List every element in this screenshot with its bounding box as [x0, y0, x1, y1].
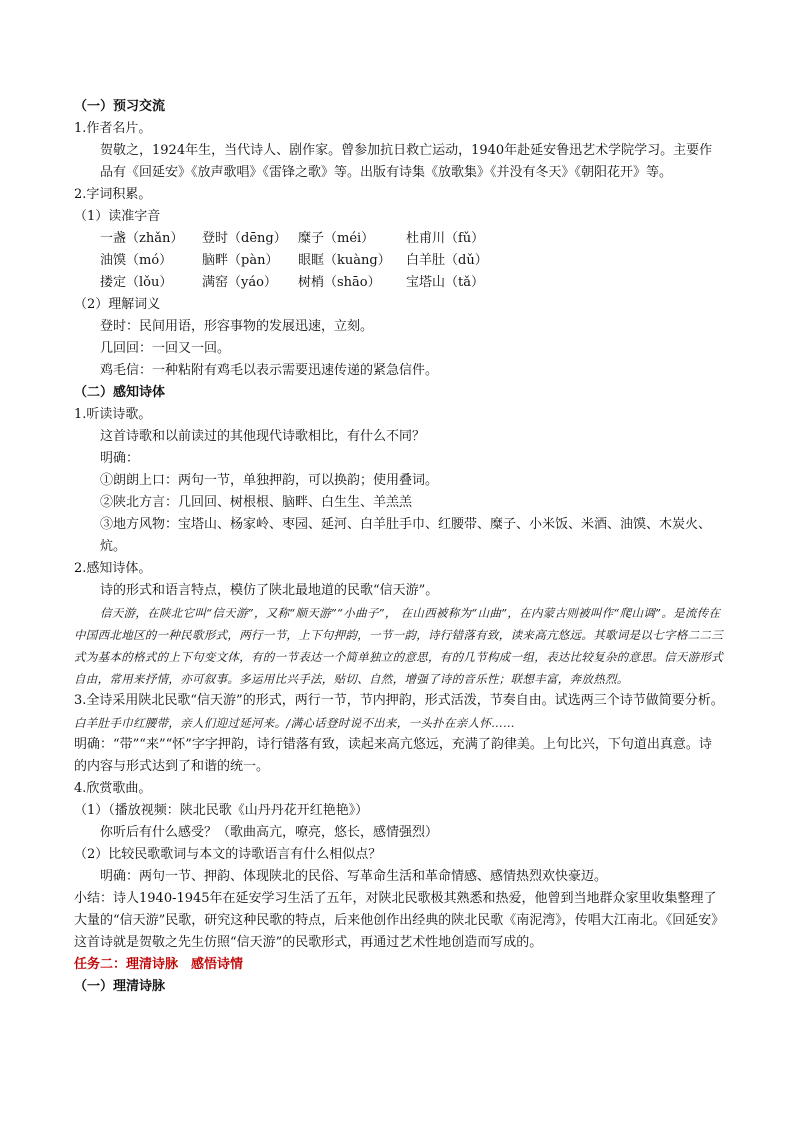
song-compare-item: （2）比较民歌歌词与本文的诗歌语言有什么相似点？: [74, 847, 382, 862]
song-feeling: 你听后有什么感受？（歌曲高亢，嘹亮，悠长，感情强烈）: [100, 825, 439, 840]
pinyin-word: 杜甫川（fǔ）: [406, 231, 485, 246]
pinyin-row: [74, 272, 724, 294]
answer-point: ②陕北方言：几回回、树根根、脑畔、白生生、羊羔羔: [100, 495, 413, 510]
item-author-card: 1.作者名片。: [74, 121, 152, 136]
poem-form-text: 诗的形式和语言特点，模仿了陕北最地道的民歌“信天游”。: [100, 583, 439, 598]
item-vocabulary: 2.字词积累。: [74, 187, 152, 202]
song-compare-answer: 明确：两句一节、押韵、体现陕北的民俗、写革命生活和革命情感、感情热烈欢快豪迈。: [100, 869, 608, 884]
pinyin-word: 登时（dēng）: [202, 231, 287, 246]
author-bio: 贺敬之，1924年生，当代诗人、剧作家。曾参加抗日救亡运动，1940年赴延安鲁迅艺术学院学习。主要作品有《回延安》《放声歌唱》《雷锋之歌》等。出版有诗集《放歌集》《并没有冬天》《朝阳花开》等。: [100, 143, 713, 180]
item-song: 4.欣赏歌曲。: [74, 781, 152, 796]
subitem-word-meaning: （2）理解词义: [74, 297, 161, 312]
word-definition: 登时：民间用语，形容事物的发展迅速，立刻。: [100, 319, 374, 334]
pinyin-word: 白羊肚（dǔ）: [406, 253, 488, 268]
section-heading-preview: （一）预习交流: [74, 99, 166, 114]
answer-point: ①朗朗上口：两句一节，单独押韵，可以换韵；使用叠词。: [100, 473, 439, 488]
section-heading-context: （一）理清诗脉: [74, 979, 166, 994]
pinyin-word: 树梢（shāo）: [298, 275, 381, 290]
answer-point: ③地方风物：宝塔山、杨家岭、枣园、延河、白羊肚手巾、红腰带、糜子、小米饭、米酒、油馍、木炭火、炕。: [100, 517, 712, 554]
subitem-pronunciation: （1）读准字音: [74, 209, 161, 224]
answer-label: 明确：: [100, 451, 140, 466]
item-listen: 1.听读诗歌。: [74, 407, 152, 422]
summary: 小结：诗人1940-1945年在延安学习生活了五年，对陕北民歌极其熟悉和热爱，他曾到当地群众家里收集整理了大量的“信天游”民歌，研究这种民歌的特点，后来他创作出经典的陕北民歌《南泥湾》，传唱大江南北。《回延安》这首诗就是贺敬之先生仿照“信天游”的民歌形式，再通过艺术性地创造而写成的。: [74, 891, 718, 950]
document-page: [74, 96, 724, 998]
pinyin-word: 油馍（mó）: [100, 253, 173, 268]
pinyin-word: 搂定（lǒu）: [100, 275, 173, 290]
pinyin-word: 眼眶（kuàng）: [298, 253, 391, 268]
pinyin-row: [74, 250, 724, 272]
word-definition: 几回回：一回又一回。: [100, 341, 231, 356]
item-analysis: 3.全诗采用陕北民歌“信天游”的形式，两行一节，节内押韵，形式活泼，节奏自由。试选两三个诗节做简要分析。: [74, 693, 724, 708]
pinyin-word: 宝塔山（tǎ）: [406, 275, 484, 290]
pinyin-word: 满窑（yáo）: [202, 275, 277, 290]
poem-excerpt: 白羊肚手巾红腰带，亲人们迎过延河来。/满心话登时说不出来，一头扑在亲人怀……: [74, 716, 515, 730]
section-heading-poem-form: （二）感知诗体: [74, 385, 166, 400]
analysis-answer: 明确：“带”“来”“怀”字字押韵，诗行错落有致，读起来高亢悠远，充满了韵律美。上句比兴，下句道出真意。诗的内容与形式达到了和谐的统一。: [74, 737, 712, 774]
song-video-item: （1）（播放视频：陕北民歌《山丹丹花开红艳艳》）: [74, 803, 369, 818]
question-text: 这首诗歌和以前读过的其他现代诗歌相比，有什么不同？: [100, 429, 426, 444]
pinyin-word: 糜子（méi）: [298, 231, 375, 246]
pinyin-row: [74, 228, 724, 250]
word-definition: 鸡毛信：一种粘附有鸡毛以表示需要迅速传递的紧急信件。: [100, 363, 439, 378]
xintianyou-note: 信天游，在陕北它叫“信天游”，又称“顺天游”“小曲子”， 在山西被称为“山曲”，在内蒙古则被叫作“爬山调”。是流传在中国西北地区的一种民歌形式，两行一节，上下句押韵，一节一韵，诗行错落有致，读来高亢悠远。其歌词是以七字格二二三式为基本的格式的上下句变文体，有的一节表达一个简单独立的意思，有的几节构成一组，表达比较复杂的意思。信天游形式自由，常用来抒情，亦可叙事。多运用比兴手法，贴切、自然，增强了诗的音乐性；联想丰富，奔放热烈。: [74, 606, 723, 686]
pinyin-word: 一盏（zhǎn）: [100, 231, 184, 246]
task-heading: 任务二：理清诗脉 感悟诗情: [74, 957, 244, 972]
pinyin-word: 脑畔（pàn）: [202, 253, 279, 268]
item-poem-form: 2.感知诗体。: [74, 561, 152, 576]
